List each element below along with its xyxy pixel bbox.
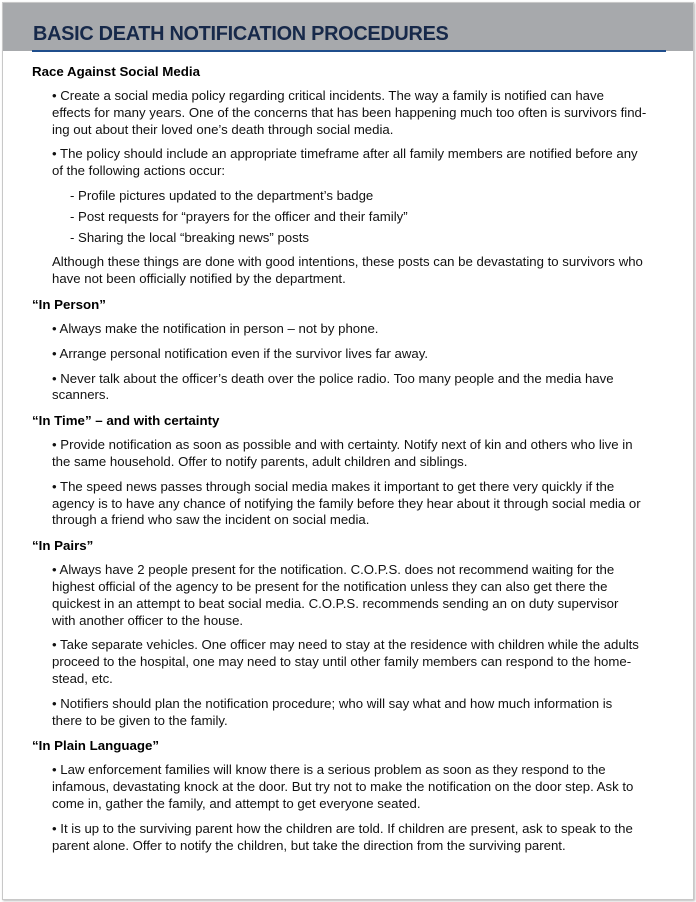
page-title: BASIC DEATH NOTIFICATION PROCEDURES [33,22,449,45]
text-line: • Never talk about the officer’s death over the police radio. Too many people and the media have [52,370,614,386]
sub-list-item [70,230,672,247]
paragraph [52,637,672,687]
text-line: come in, gather the family, and attempt to get everyone seated. [52,795,421,811]
text-line: there to be given to the family. [52,712,228,728]
text-line: • Always have 2 people present for the notification. C.O.P.S. does not recommend waiting for the [52,562,615,578]
text-line: - Post requests for “prayers for the officer and their family” [70,208,408,224]
text-line: • It is up to the surviving parent how the children are told. If children are present, ask to speak to the [52,820,633,836]
text-line: • The policy should include an appropriate timeframe after all family members are notified before any [52,146,638,162]
text-line: - Profile pictures updated to the department’s badge [70,187,374,203]
text-line: • Notifiers should plan the notification procedure; who will say what and how much information is [52,695,613,711]
text-line: scanners. [52,387,110,403]
paragraph [52,562,672,629]
title-divider [32,50,666,52]
text-line: highest official of the agency to be present for the notification unless they can also get there the [52,578,608,594]
paragraph [52,88,672,138]
text-line: of the following actions occur: [52,163,225,179]
paragraph [52,371,672,405]
section-heading: “In Time” – and with certainty [32,413,220,429]
paragraph [52,479,672,529]
text-line: the same household. Offer to notify parents, adult children and siblings. [52,453,468,469]
text-line: have not been officially notified by the department. [52,271,346,287]
document-page [2,2,694,900]
sub-list-item [70,209,672,226]
text-line: • Provide notification as soon as possible and with certainty. Notify next of kin and others who live in [52,437,633,453]
text-line: quickest in an attempt to beat social media. C.O.P.S. recommends sending an on duty supervisor [52,595,619,611]
paragraph [52,146,672,180]
text-line: through a friend who saw the incident on social media. [52,512,370,528]
text-line: infamous, devastating knock at the door. But try not to make the notification on the door step. Ask to [52,779,634,795]
sub-list-item [70,188,672,205]
text-line: parent alone. Offer to notify the children, but take the direction from the surviving parent. [52,837,566,853]
text-line: with another officer to the house. [52,612,244,628]
paragraph [52,254,672,288]
text-line: ing out about their loved one’s death through social media. [52,121,394,137]
paragraph [52,821,672,855]
text-line: • Arrange personal notification even if the survivor lives far away. [52,345,429,361]
text-line: • Create a social media policy regarding critical incidents. The way a family is notified can have [52,88,604,103]
paragraph [52,696,672,730]
text-line: • Take separate vehicles. One officer may need to stay at the residence with children while the adults [52,637,639,653]
section-heading: Race Against Social Media [32,64,200,79]
text-line: • The speed news passes through social media makes it important to get there very quickly if the [52,478,615,494]
paragraph [52,321,672,338]
text-line: effects for many years. One of the concerns that has been happening much too often is survivors find- [52,104,647,120]
section-heading: “In Person” [32,296,106,312]
text-line: Although these things are done with good intentions, these posts can be devastating to survivors who [52,254,643,270]
text-line: stead, etc. [52,670,113,686]
text-line: proceed to the hospital, one may need to stay until other family members can respond to the home- [52,654,632,670]
text-line: agency is to have any chance of notifying the family before they hear about it through social media or [52,495,641,511]
text-line: - Sharing the local “breaking news” posts [70,229,309,245]
paragraph [52,437,672,471]
paragraph [52,346,672,363]
text-line: • Law enforcement families will know there is a serious problem as soon as they respond to the [52,762,606,778]
section-heading: “In Pairs” [32,538,94,554]
paragraph [52,762,672,812]
section-heading: “In Plain Language” [32,738,160,754]
text-line: • Always make the notification in person – not by phone. [52,320,379,336]
document-body [32,63,672,862]
